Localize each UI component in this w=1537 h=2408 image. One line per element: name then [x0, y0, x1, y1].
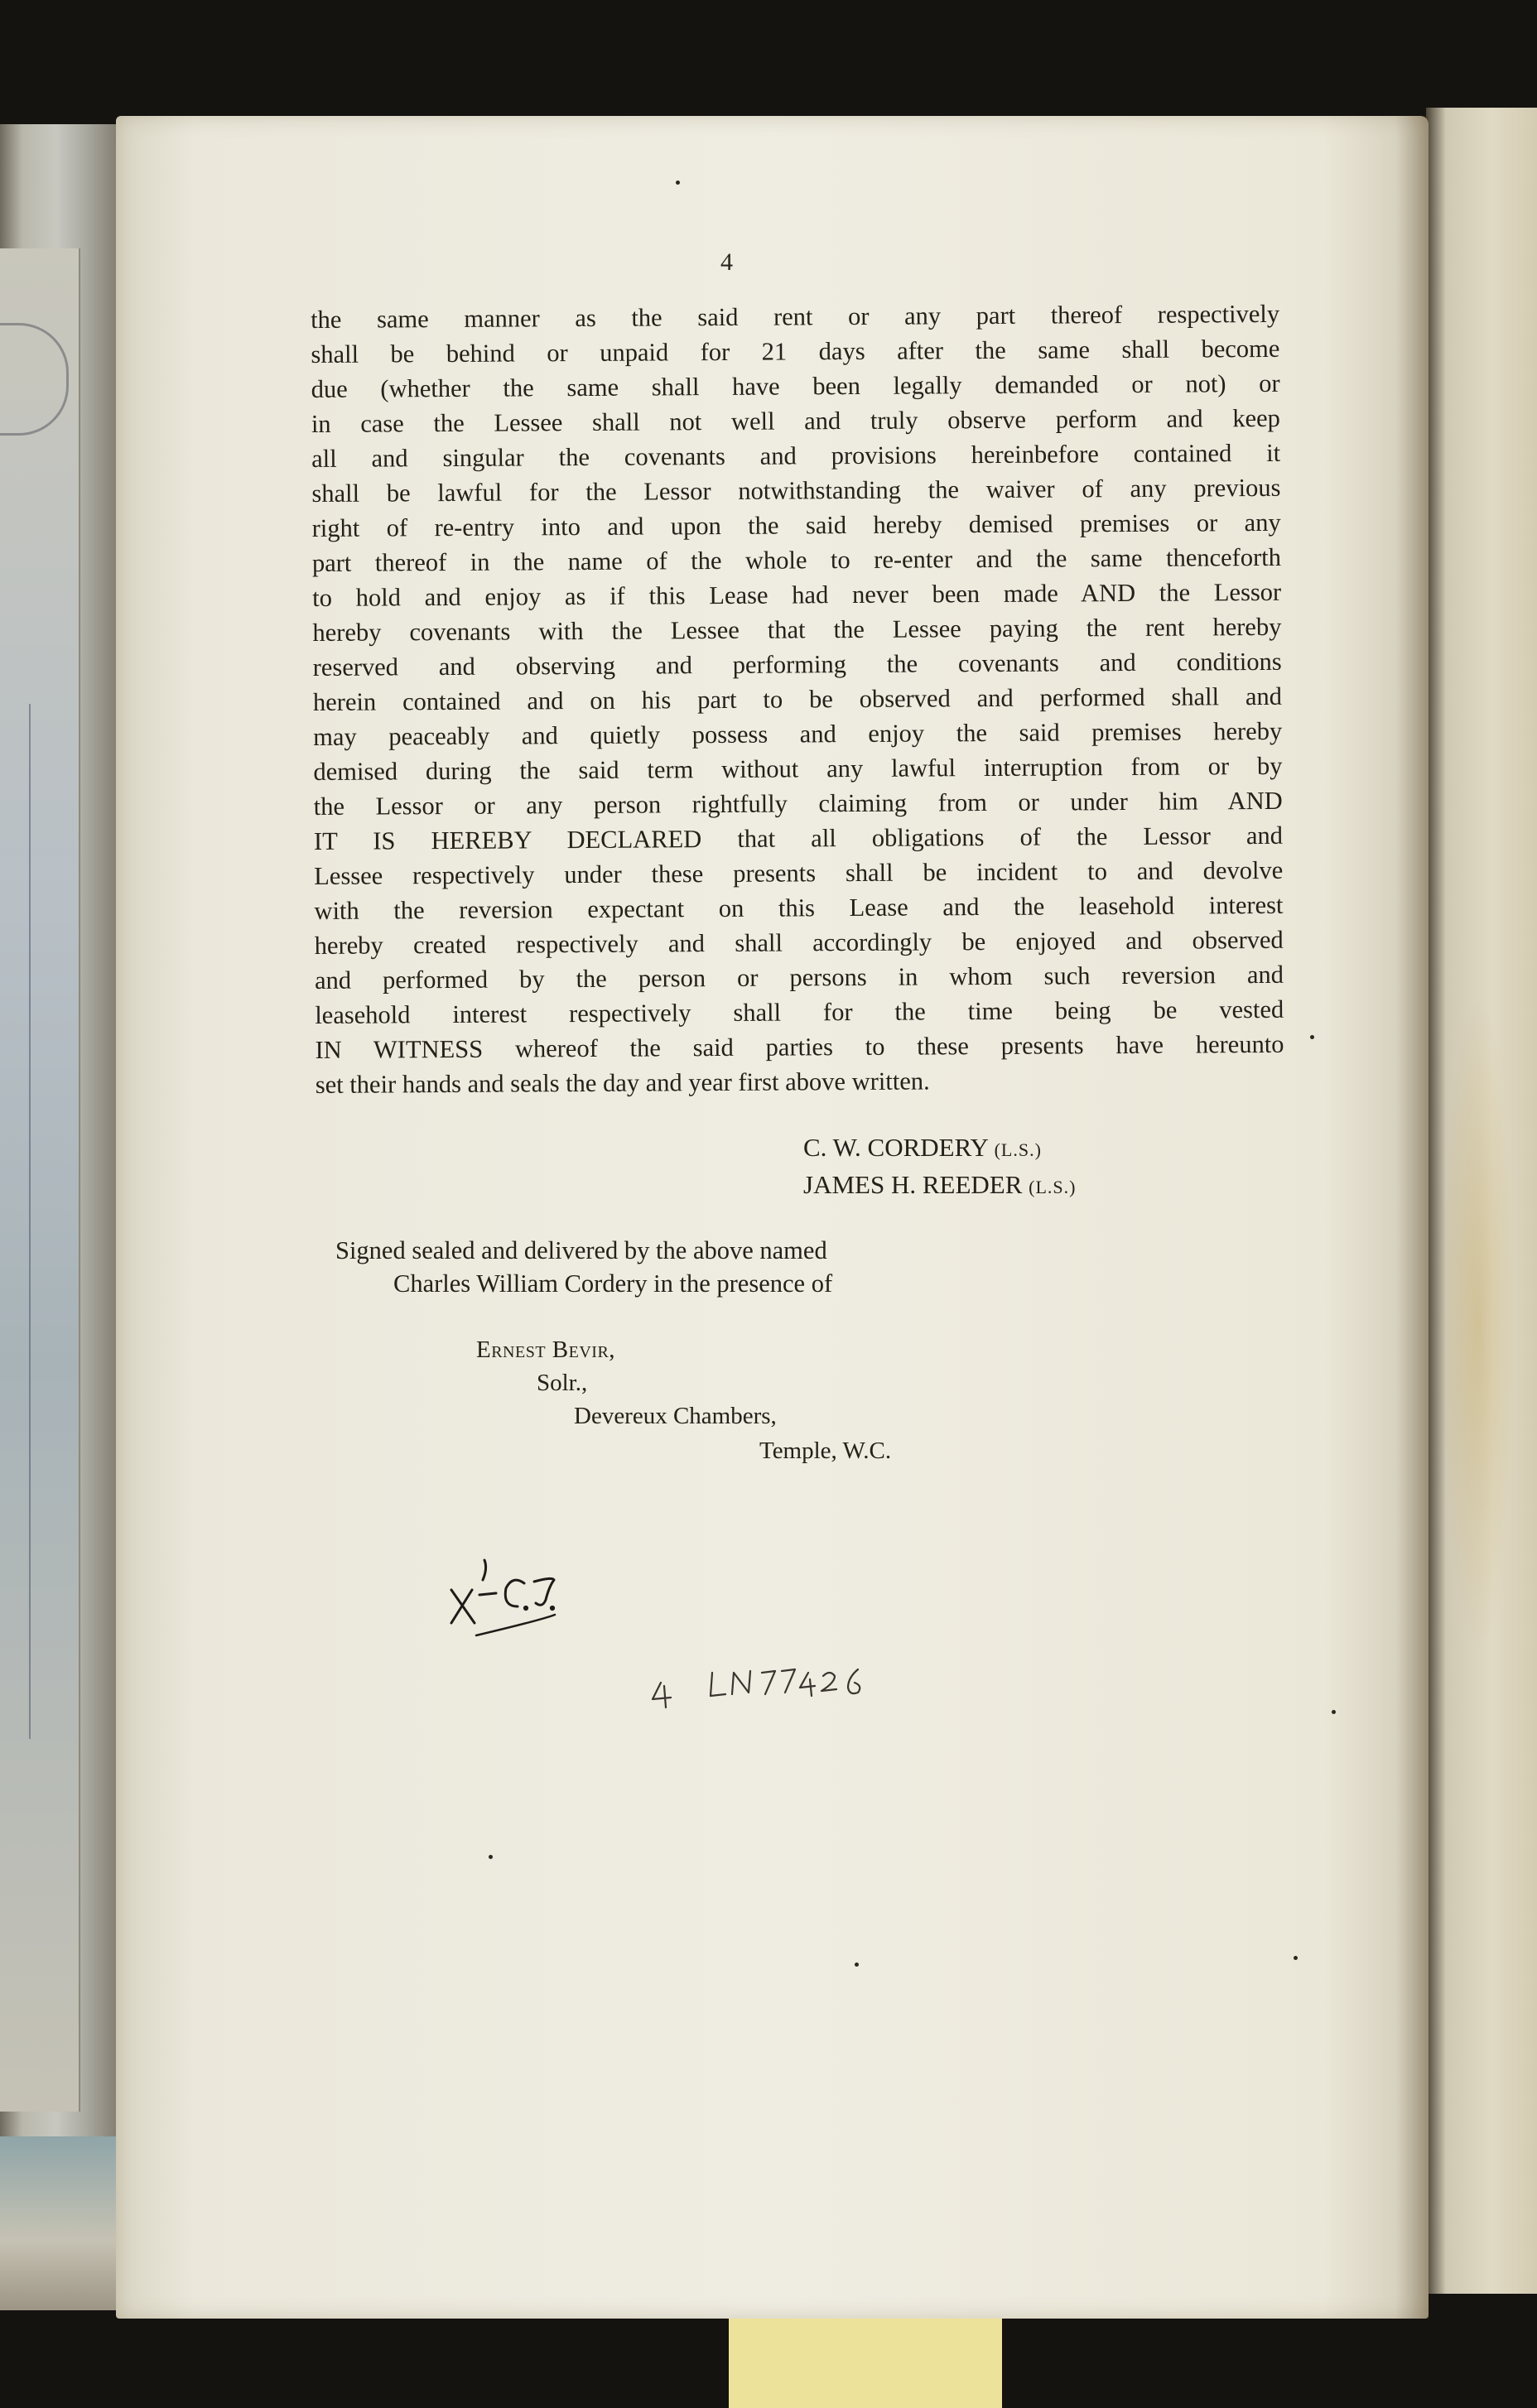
- facing-page-stain: [1441, 994, 1515, 1656]
- witness-address-line: Devereux Chambers,: [574, 1403, 777, 1429]
- attestation-line: Signed sealed and delivered by the above named: [335, 1236, 827, 1264]
- witness-name: Ernest Bevir,: [476, 1336, 616, 1363]
- ink-speck: [1332, 1710, 1336, 1714]
- body-line: shall be lawful for the Lessor notwithstanding the waiver of any previous: [311, 473, 1281, 508]
- seal-mark: (L.S.): [994, 1139, 1042, 1160]
- gutter-shadow: [1395, 116, 1429, 2319]
- signatory-line: [803, 1168, 1076, 1205]
- body-line: shall be behind or unpaid for 21 days after the same shall become: [311, 334, 1280, 368]
- body-line: Lessee respectively under these presents shall be incident to and devolve: [314, 855, 1284, 890]
- witness-title: Solr.,: [537, 1370, 588, 1396]
- handwritten-reference: [646, 1648, 944, 1714]
- body-line: hereby covenants with the Lessee that the Lessee paying the rent hereby: [312, 612, 1282, 647]
- ink-speck: [1310, 1035, 1314, 1039]
- body-line: IN WITNESS whereof the said parties to these presents have hereunto: [315, 1029, 1284, 1064]
- signatory-name: C. W. CORDERY: [803, 1133, 988, 1162]
- body-line: and performed by the person or persons in whom such reversion and: [314, 960, 1284, 995]
- body-line: may peaceably and quietly possess and enjoy the said premises hereby: [313, 716, 1283, 751]
- body-line: reserved and observing and performing the covenants and conditions: [312, 647, 1282, 681]
- binding-rule-line: [29, 704, 31, 1739]
- body-line: hereby created respectively and shall accordingly be enjoyed and observed: [314, 925, 1284, 960]
- body-line: leasehold interest respectively shall for the time being be vested: [315, 995, 1284, 1029]
- body-line: due (whether the same shall have been legally demanded or not) or: [311, 368, 1280, 403]
- witness-address-line: Temple, W.C.: [759, 1438, 892, 1464]
- seal-mark: (L.S.): [1029, 1177, 1077, 1197]
- body-line: demised during the said term without any lawful interruption from or by: [313, 751, 1283, 786]
- body-line: in case the Lessee shall not well and truly observe perform and keep: [311, 403, 1280, 438]
- body-line: IT IS HEREBY DECLARED that all obligations of the Lessor and: [313, 821, 1284, 855]
- body-line: the same manner as the said rent or any part thereof respectively: [311, 299, 1280, 334]
- body-line: to hold and enjoy as if this Lease had never been made AND the Lessor: [312, 577, 1282, 612]
- body-line: with the reversion expectant on this Lease and the leasehold interest: [314, 890, 1284, 925]
- attestation-line: Charles William Cordery in the presence of: [393, 1269, 833, 1298]
- body-line: herein contained and on his part to be observed and performed shall and: [312, 681, 1283, 716]
- body-line: the Lessor or any person rightfully claiming from or under him AND: [313, 786, 1283, 821]
- body-line: set their hands and seals the day and year first above written.: [315, 1067, 930, 1099]
- ink-speck: [1294, 1956, 1298, 1960]
- ink-speck: [855, 1963, 859, 1967]
- binding-cloth-strip: [0, 248, 80, 2112]
- body-line: part thereof in the name of the whole to re-enter and the same thenceforth: [311, 542, 1282, 577]
- lease-body-text: [311, 296, 1284, 1102]
- handwritten-initials: [327, 1540, 559, 1640]
- attestation-clause: [335, 1234, 832, 1300]
- binding-bottom-edge: [0, 2136, 124, 2310]
- yellow-paper-slip: [729, 2319, 1002, 2408]
- signature-block: [803, 1130, 1076, 1205]
- signatory-line: [803, 1130, 1076, 1168]
- body-line: all and singular the covenants and provisions hereinbefore contained it: [311, 438, 1281, 473]
- body-line: right of re-entry into and upon the said hereby demised premises or any: [311, 508, 1281, 542]
- ink-speck: [489, 1855, 493, 1859]
- signatory-name: JAMES H. REEDER: [803, 1170, 1023, 1199]
- page-number: 4: [720, 248, 733, 276]
- ink-speck: [676, 181, 680, 185]
